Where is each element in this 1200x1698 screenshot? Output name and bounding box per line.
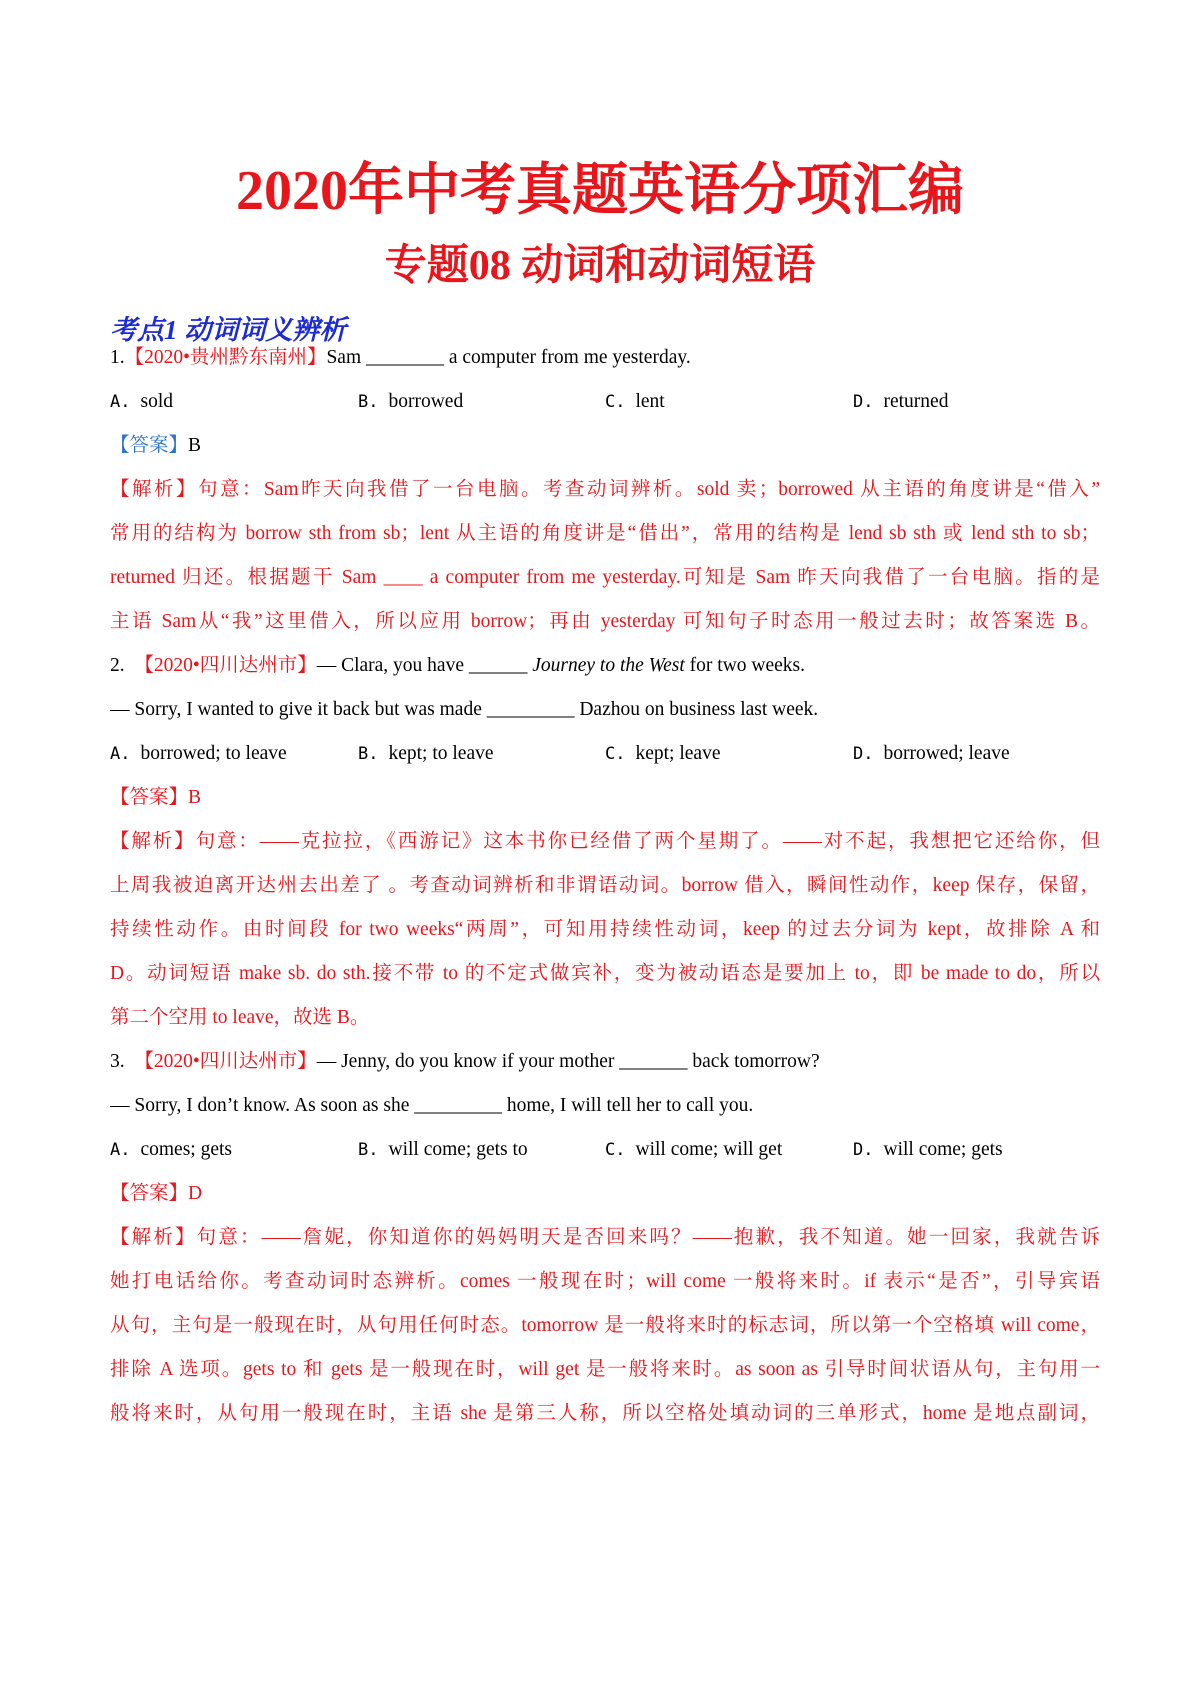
section-heading: 考点1 动词词义辨析 (110, 315, 347, 345)
answer-value: B (188, 787, 202, 808)
question-source: 【2020•贵州黔东南州】 (124, 347, 327, 368)
question-2-analysis-line: 【解析】句意：——克拉拉，《西游记》这本书你已经借了两个星期了。——对不起，我想把它还给你，但 (110, 831, 1100, 852)
question-source: 【2020•四川达州市】 (134, 655, 317, 676)
answer-value: B (188, 435, 202, 456)
document-title: 2020年中考真题英语分项汇编 (236, 160, 964, 222)
document-subtitle: 专题08 动词和动词短语 (384, 243, 816, 289)
option-d: D. will come; gets (853, 1139, 1003, 1160)
question-2-analysis-line: 持续性动作。由时间段 for two weeks“两周”，可知用持续性动词，keep 的过去分词为 kept，故排除 A 和 (110, 919, 1100, 940)
question-3-options (110, 1136, 1100, 1164)
option-a: A. borrowed; to leave (110, 743, 287, 764)
analysis-label: 【解析】 (110, 831, 196, 852)
question-2-options (110, 740, 1100, 768)
option-c: C. kept; leave (605, 743, 721, 764)
question-2-reply: — Sorry, I wanted to give it back but was made _________ Dazhou on business last week. (110, 699, 819, 720)
question-number: 2. (110, 655, 125, 676)
question-2-stem: 2. 【2020•四川达州市】— Clara, you have ______ Journey to the West for two weeks. (110, 655, 806, 676)
question-2-analysis-line: 上周我被迫离开达州去出差了 。考查动词辨析和非谓语动词。borrow 借入，瞬间性动作，keep 保存，保留， (110, 875, 1100, 896)
question-3-stem: 3. 【2020•四川达州市】— Jenny, do you know if your mother _______ back tomorrow? (110, 1051, 820, 1072)
question-1-analysis-line: returned 归还。根据题干 Sam ____ a computer from me yesterday.可知是 Sam 昨天向我借了一台电脑。指的是 (110, 567, 1100, 588)
question-3-analysis-line: 【解析】句意：——詹妮，你知道你的妈妈明天是否回来吗？——抱歉，我不知道。她一回家，我就告诉 (110, 1227, 1100, 1248)
answer-label: 【答案】 (110, 435, 189, 456)
question-source: 【2020•四川达州市】 (134, 1051, 317, 1072)
question-2-analysis-line: D。动词短语 make sb. do sth.接不带 to 的不定式做宾补，变为被动语态是要加上 to，即 be made to do，所以 (110, 963, 1100, 984)
question-2-analysis-line: 第二个空用 to leave，故选 B。 (110, 1007, 370, 1028)
option-b: B. borrowed (358, 391, 464, 412)
option-b: B. will come; gets to (358, 1139, 528, 1160)
question-text: Sam ________ a computer from me yesterday. (326, 347, 691, 368)
option-c: C. will come; will get (605, 1139, 783, 1160)
option-a: A. sold (110, 391, 173, 412)
question-3-answer (110, 1180, 1100, 1208)
answer-label: 【答案】 (110, 787, 189, 808)
question-3-analysis-line: 她打电话给你。考查动词时态辨析。comes 一般现在时；will come 一般将来时。if 表示“是否”，引导宾语 (110, 1271, 1100, 1292)
option-b: B. kept; to leave (358, 743, 494, 764)
question-1-analysis-line: 常用的结构为 borrow sth from sb；lent 从主语的角度讲是“借出”，常用的结构是 lend sb sth 或 lend sth to sb； (110, 523, 1100, 544)
option-a: A. comes; gets (110, 1139, 233, 1160)
question-number: 3. (110, 1051, 125, 1072)
option-d: D. borrowed; leave (853, 743, 1010, 764)
question-1-analysis-line: 主语 Sam从“我”这里借入，所以应用 borrow；再由 yesterday 可知句子时态用一般过去时；故答案选 B。 (110, 611, 1100, 632)
question-number: 1. (110, 347, 125, 368)
question-1-stem (110, 344, 1100, 372)
option-d: D. returned (853, 391, 949, 412)
book-title: Journey to the West (532, 655, 685, 676)
answer-value: D (188, 1183, 203, 1204)
question-1-analysis-line: 【解析】句意：Sam昨天向我借了一台电脑。考查动词辨析。sold 卖；borrowed 从主语的角度讲是“借入” (110, 479, 1100, 500)
question-1-answer (110, 432, 1100, 460)
answer-label: 【答案】 (110, 1183, 189, 1204)
option-c: C. lent (605, 391, 665, 412)
question-2-answer (110, 784, 1100, 812)
question-3-reply: — Sorry, I don’t know. As soon as she _________ home, I will tell her to call you. (110, 1095, 754, 1116)
question-3-analysis-line: 排除 A 选项。gets to 和 gets 是一般现在时，will get 是一般将来时。as soon as 引导时间状语从句，主句用一 (110, 1359, 1100, 1380)
question-1-options (110, 388, 1100, 416)
question-3-analysis-line: 从句，主句是一般现在时，从句用任何时态。tomorrow 是一般将来时的标志词，所以第一个空格填 will come， (110, 1315, 1100, 1336)
analysis-label: 【解析】 (110, 479, 198, 500)
analysis-label: 【解析】 (110, 1227, 197, 1248)
question-3-analysis-line: 般将来时，从句用一般现在时，主语 she 是第三人称，所以空格处填动词的三单形式，home 是地点副词， (110, 1403, 1100, 1424)
